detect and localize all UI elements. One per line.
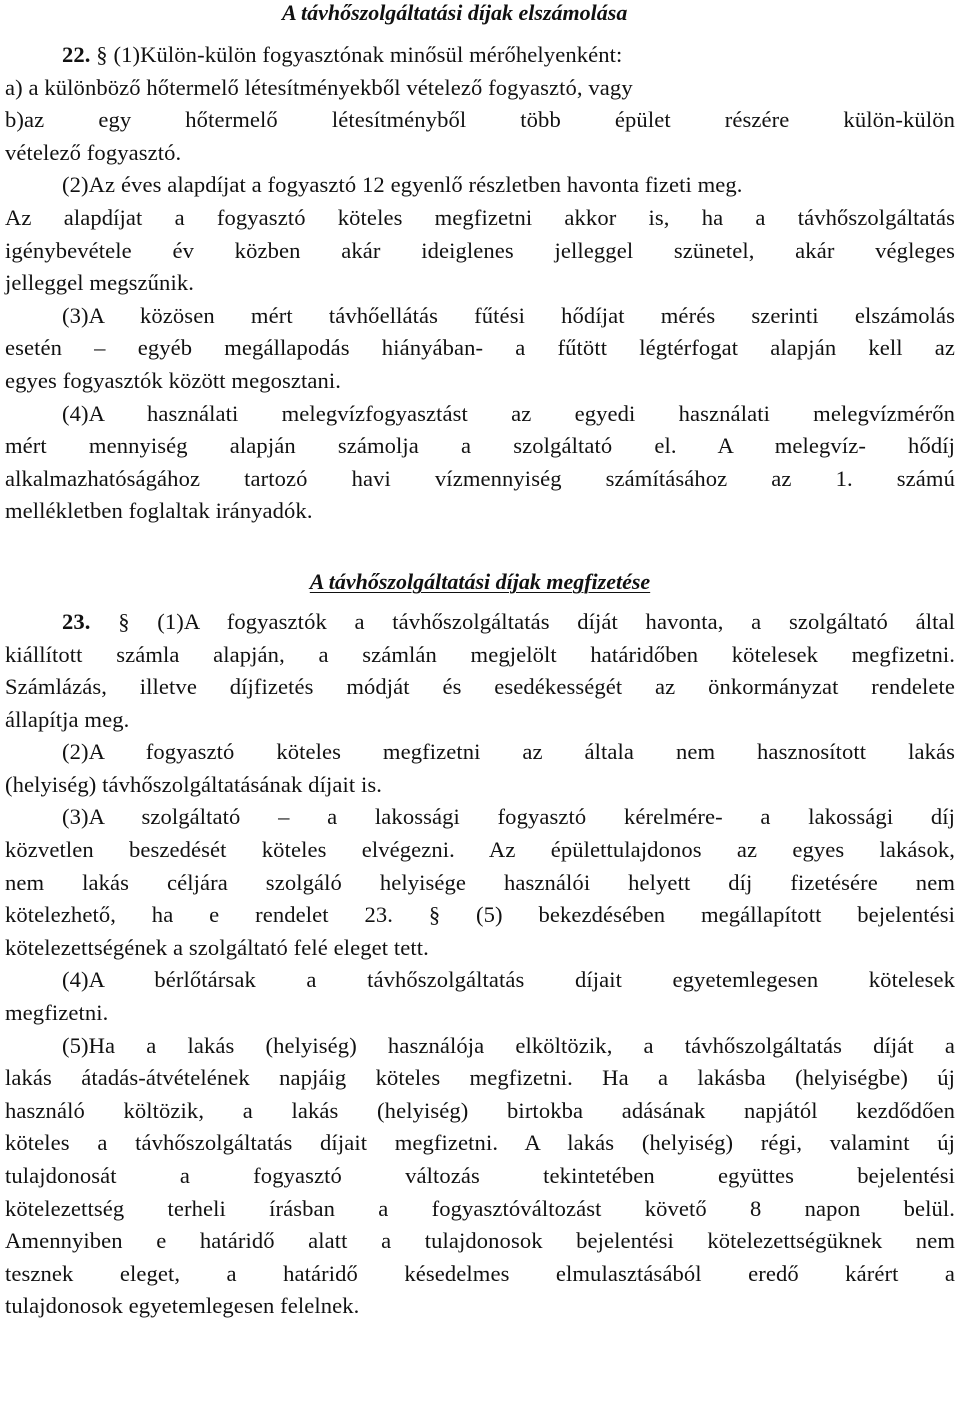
text-line: Amennyiben e határidő alatt a tulajdonosok bejelentési kötelezettségüknek nem [5,1228,955,1254]
text-line: (2)Az éves alapdíjat a fogyasztó 12 egyenlő részletben havonta fizeti meg. [62,172,743,198]
paragraph-22-3 [5,300,955,398]
text-line: (helyiség) távhőszolgáltatásának díjait is. [5,771,382,797]
section-number-22: 22. [62,42,91,67]
paragraph-22-1 [5,39,955,169]
text-line: b)az egy hőtermelő létesítményből több épület részére külön-külön [5,107,955,133]
text-line: jelleggel megszűnik. [5,270,194,296]
section-heading-billing: A távhőszolgáltatási díjak elszámolása [282,0,628,25]
text-line: nem lakás céljára szolgáló helyisége használói helyett díj fizetésére nem [5,869,955,895]
text-line: megfizetni. [5,1000,109,1026]
text-line: egyes fogyasztók között megosztani. [5,367,342,393]
text-line: kötelezettségének a szolgáltató felé eleget tett. [5,934,429,960]
text-line: tulajdonosok egyetemlegesen felelnek. [5,1293,360,1319]
text-line: (2)A fogyasztó köteles megfizetni az általa nem hasznosított lakás [62,739,955,765]
text-line: (3)A közösen mért távhőellátás fűtési hődíjat mérés szerinti elszámolás [62,302,955,328]
text-line: kötelezhető, ha e rendelet 23. § (5) bekezdésében megállapított bejelentési [5,902,955,928]
section-number-23: 23. [62,608,91,634]
text-line: vételező fogyasztó. [5,139,182,165]
paragraph-23-2 [5,736,955,801]
text-line: mellékletben foglaltak irányadók. [5,498,313,524]
text-line: köteles a távhőszolgáltatás díjait megfizetni. A lakás (helyiség) régi, valamint új [5,1130,955,1156]
text-line: alkalmazhatóságához tartozó havi vízmennyiség számításához az 1. számú [5,465,955,491]
text-line: Számlázás, illetve díjfizetés módját és esedékességét az önkormányzat rendelete [5,674,955,700]
text-line: tesznek eleget, a határidő késedelmes elmulasztásából eredő kárért a [5,1260,955,1286]
text-line: (4)A használati melegvízfogyasztást az egyedi használati melegvízmérőn [62,400,955,426]
text-line: (3)A szolgáltató – a lakossági fogyasztó kérelmére- a lakossági díj [62,804,955,830]
paragraph-23-1 [5,606,955,736]
text-line: igénybevétele év közben akár ideiglenes jelleggel szünetel, akár végleges [5,237,955,263]
text-line: esetén – egyéb megállapodás hiányában- a fűtött légtérfogat alapján kell az [5,335,955,361]
text-line: tulajdonosát a fogyasztó változás tekintetében együttes bejelentési [5,1163,955,1188]
text-line: § (1)A fogyasztók a távhőszolgáltatás díját havonta, a szolgáltató által [118,608,955,634]
document-page [5,0,955,1323]
paragraph-22-2 [5,169,955,299]
paragraph-23-4 [5,964,955,1029]
text-line: állapítja meg. [5,706,130,732]
text-line: használó költözik, a lakás (helyiség) birtokba adásának napjától kezdődően [5,1097,955,1123]
text-line: kötelezettség terheli írásban a fogyasztóváltozást követő 8 napon belül. [5,1195,955,1221]
text-line: (5)Ha a lakás (helyiség) használója elköltözik, a távhőszolgáltatás díját a [62,1032,955,1058]
paragraph-23-3 [5,801,955,964]
text-line: mért mennyiség alapján számolja a szolgáltató el. A melegvíz- hődíj [5,433,955,459]
section-heading-payment: A távhőszolgáltatási díjak megfizetése [309,568,651,594]
text-line: Az alapdíjat a fogyasztó köteles megfizetni akkor is, ha a távhőszolgáltatás [5,204,955,230]
text-line: kiállított számla alapján, a számlán megjelölt határidőben kötelesek megfizetni. [5,641,955,667]
text-line: lakás átadás-átvételének napjáig köteles megfizetni. Ha a lakásba (helyiségbe) új [5,1065,955,1091]
text-line: a) a különböző hőtermelő létesítményekből vételező fogyasztó, vagy [5,74,633,100]
text-line: § (1)Külön-külön fogyasztónak minősül mérőhelyenként: [96,42,623,67]
text-line: közvetlen beszedését köteles elvégezni. Az épülettulajdonos az egyes lakások, [5,837,955,863]
paragraph-23-5 [5,1030,955,1323]
paragraph-22-4 [5,398,955,528]
text-line: (4)A bérlőtársak a távhőszolgáltatás díjait egyetemlegesen kötelesek [62,967,955,993]
